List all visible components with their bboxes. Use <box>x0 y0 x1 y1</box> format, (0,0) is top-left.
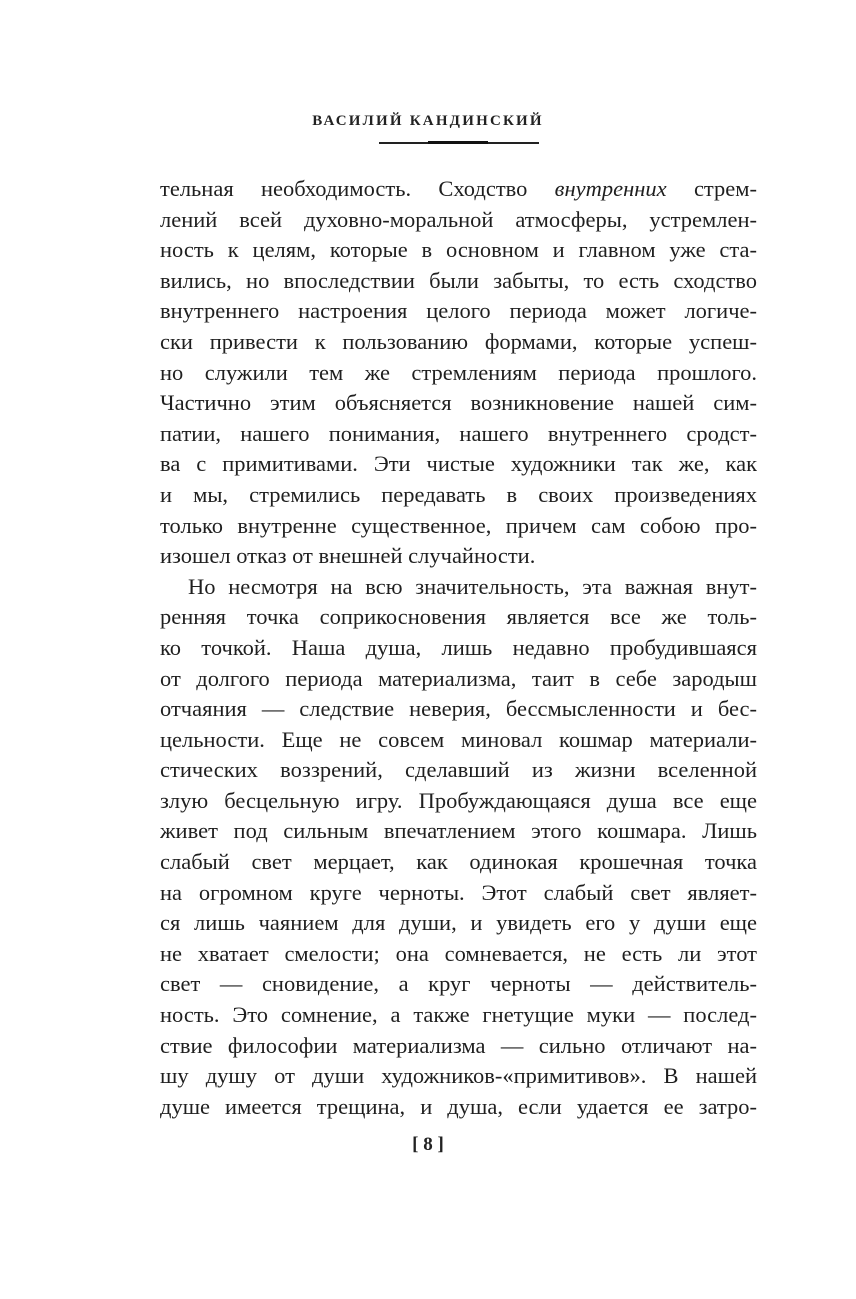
text-line: слабый свет мерцает, как одинокая крошечная точка <box>160 849 757 875</box>
header-rule-accent <box>428 141 488 144</box>
text-line: не хватает смелости; она сомневается, не есть ли этот <box>160 940 757 966</box>
text-line-paragraph-start: Но несмотря на всю значительность, эта важная внут- <box>188 573 757 599</box>
text-line: ренняя точка соприкосновения является все же толь- <box>160 604 757 630</box>
text-line: отчаяния — следствие неверия, бессмысленности и бес- <box>160 696 757 722</box>
running-header <box>0 112 856 130</box>
text-line: лений всей духовно-моральной атмосферы, устремлен- <box>160 206 757 232</box>
text-line: ски привести к пользованию формами, которые успеш- <box>160 328 757 354</box>
text-line: только внутренне существенное, причем сам собою про- <box>160 512 757 538</box>
text-line: ность к целям, которые в основном и главном уже ста- <box>160 237 757 263</box>
text-line: ность. Это сомнение, а также гнетущие муки — послед- <box>160 1002 757 1028</box>
text-line: Частично этим объясняется возникновение нашей сим- <box>160 390 757 416</box>
page-number: [ 8 ] <box>412 1134 444 1155</box>
text-line: ва с примитивами. Эти чистые художники так же, как <box>160 451 757 477</box>
text-line: ся лишь чаянием для души, и увидеть его у души еще <box>160 910 757 936</box>
text-line: ствие философии материализма — сильно отличают на- <box>160 1032 757 1058</box>
text-line: внутреннего настроения целого периода может логиче- <box>160 298 757 324</box>
text-line: злую бесцельную игру. Пробуждающаяся душа все еще <box>160 787 757 813</box>
body-text <box>160 174 757 1122</box>
text-line: свет — сновидение, а круг черноты — действитель- <box>160 971 757 997</box>
text-line: и мы, стремились передавать в своих произведениях <box>160 481 757 507</box>
text-line: от долгого периода материализма, таит в себе зародыш <box>160 665 757 691</box>
text-line: вились, но впоследствии были забыты, то есть сходство <box>160 267 757 293</box>
italic-emphasis: внутренних <box>554 176 667 201</box>
text-line-paragraph-end: изошел отказ от внешней случайности. <box>160 543 536 569</box>
text-line: душе имеется трещина, и душа, если удается ее затро- <box>160 1093 757 1119</box>
text-line: стических воззрений, сделавший из жизни вселенной <box>160 757 757 783</box>
text-line: цельности. Еще не совсем миновал кошмар материали- <box>160 726 757 752</box>
text-line: но служили тем же стремлениям периода прошлого. <box>160 359 757 385</box>
text-line: ко точкой. Наша душа, лишь недавно пробудившаяся <box>160 634 757 660</box>
text-line: шу душу от души художников-«примитивов». В нашей <box>160 1063 757 1089</box>
text-line: на огромном круге черноты. Этот слабый свет являет- <box>160 879 757 905</box>
running-head-author: ВАСИЛИЙ КАНДИНСКИЙ <box>312 113 544 129</box>
text-line: живет под сильным впечатлением этого кошмара. Лишь <box>160 818 757 844</box>
text-line: патии, нашего понимания, нашего внутреннего сродст- <box>160 420 757 446</box>
text-line: тельная необходимость. Сходство внутренних стрем- <box>160 176 757 201</box>
